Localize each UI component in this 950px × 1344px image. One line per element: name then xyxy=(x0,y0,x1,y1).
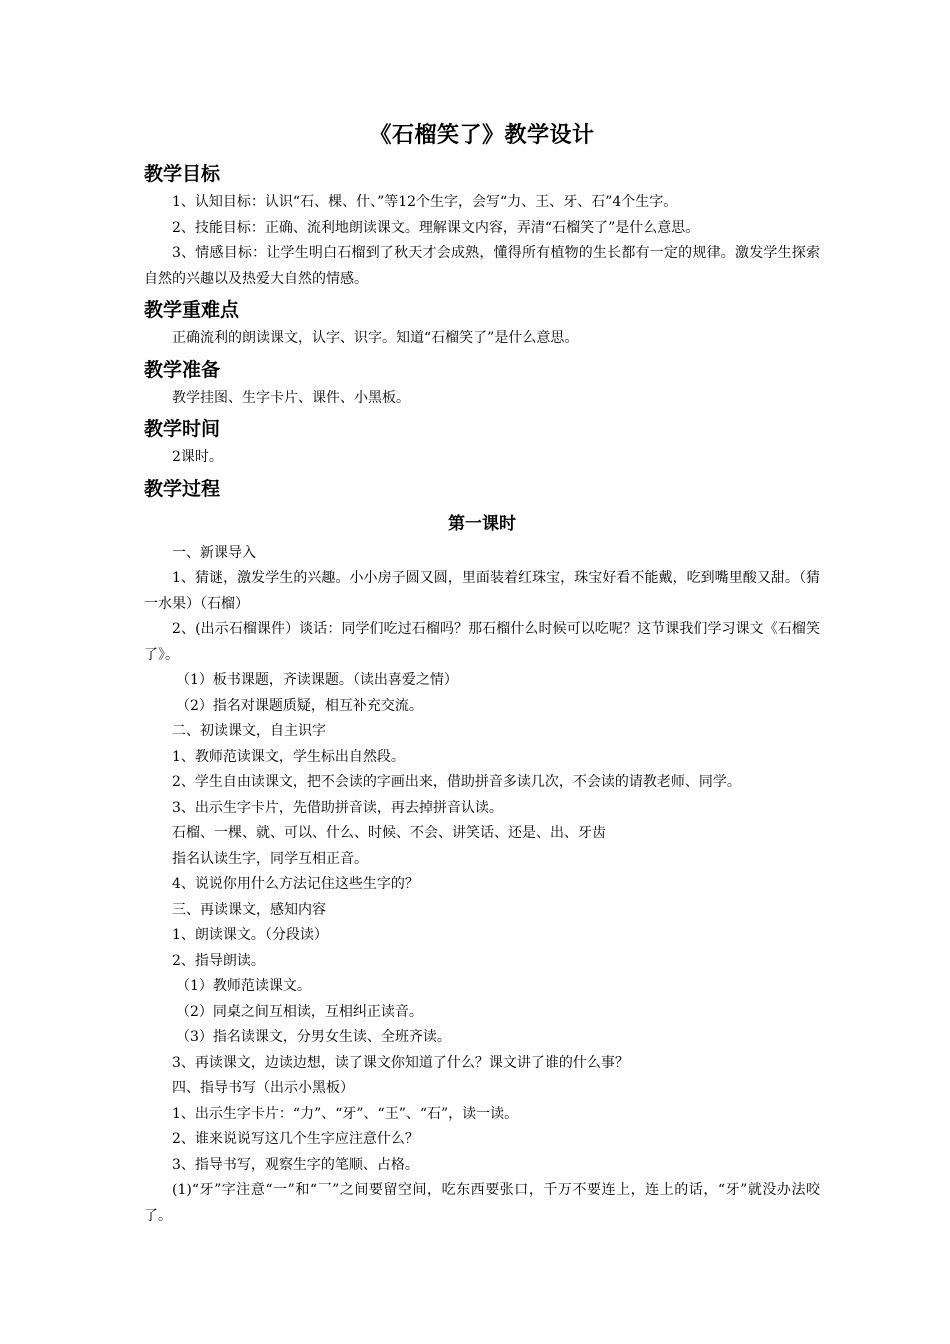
process-line: 2、指导朗读。 xyxy=(172,952,265,969)
process-line: 一、新课导入 xyxy=(172,544,256,561)
process-line: 2、谁来说说写这几个生字应注意什么？ xyxy=(172,1131,419,1147)
section-heading-goals: 教学目标 xyxy=(144,163,221,185)
process-line: 二、初读课文，自主识字 xyxy=(172,723,326,739)
document-page xyxy=(144,120,820,1229)
process-line: 3、指导书写，观察生字的笔顺、占格。 xyxy=(172,1156,419,1173)
process-line: （1）教师范读课文。 xyxy=(176,978,311,994)
section-heading-focus: 教学重难点 xyxy=(144,299,240,321)
process-line: 1、猜谜，激发学生的兴趣。小小房子圆又圆，里面装着红珠宝，珠宝好看不能戴，吃到嘴里酸又甜。（猜一水果）（石榴） xyxy=(144,570,820,612)
goal-item: 1、认知目标：认识“石、棵、什、”等12个生字，会写“力、王、牙、石”4个生字。 xyxy=(172,194,678,210)
process-line: （3）指名读课文，分男女生读、全班齐读。 xyxy=(176,1029,451,1045)
time-text: 2课时。 xyxy=(172,449,223,465)
process-line: （2）同桌之间互相读，互相纠正读音。 xyxy=(176,1003,423,1020)
process-line: 指名认读生字，同学互相正音。 xyxy=(172,850,368,867)
process-line: 1、出示生字卡片：“力”、“牙”、“王”、“石”，读一读。 xyxy=(172,1105,519,1122)
process-line: （1）板书课题，齐读课题。（读出喜爱之情） xyxy=(176,672,458,688)
process-line: 石榴、一棵、就、可以、什么、时候、不会、讲笑话、还是、出、牙齿 xyxy=(172,825,606,841)
section-heading-time: 教学时间 xyxy=(144,418,221,440)
process-line: 3、再读课文，边读边想，读了课文你知道了什么？课文讲了谁的什么事？ xyxy=(172,1054,629,1071)
process-line: 1、教师范读课文，学生标出自然段。 xyxy=(172,748,405,765)
goal-item: 3、情感目标：让学生明白石榴到了秋天才会成熟，懂得所有植物的生长都有一定的规律。激发学生探索自然的兴趣以及热爱大自然的情感。 xyxy=(144,245,820,287)
process-line: 四、指导书写（出示小黑板） xyxy=(172,1080,354,1096)
process-line: 2、学生自由读课文，把不会读的字画出来，借助拼音多读几次，不会读的请教老师、同学。 xyxy=(172,774,741,790)
process-line: 1、朗读课文。（分段读） xyxy=(172,927,328,943)
process-line: （2）指名对课题质疑，相互补充交流。 xyxy=(176,697,423,714)
goal-item: 2、技能目标：正确、流利地朗读课文。理解课文内容，弄清“石榴笑了”是什么意思。 xyxy=(172,219,700,236)
focus-text: 正确流利的朗读课文，认字、识字。知道“石榴笑了”是什么意思。 xyxy=(172,330,579,346)
lesson-title: 第一课时 xyxy=(448,513,516,534)
process-line: 4、说说你用什么方法记住这些生字的？ xyxy=(172,876,419,892)
process-line: 3、出示生字卡片，先借助拼音读，再去掉拼音认读。 xyxy=(172,799,503,816)
section-heading-process: 教学过程 xyxy=(144,477,221,500)
document-title: 《石榴笑了》教学设计 xyxy=(369,123,595,148)
process-line: 三、再读课文，感知内容 xyxy=(172,901,326,918)
process-line: (1)“牙”字注意“一”和“乛”之间要留空间，吃东西要张口，千万不要连上，连上的话，“牙”就没办法咬了。 xyxy=(144,1182,820,1224)
prep-text: 教学挂图、生字卡片、课件、小黑板。 xyxy=(172,389,410,406)
section-heading-prep: 教学准备 xyxy=(144,358,221,381)
process-line: 2、(出示石榴课件）谈话：同学们吃过石榴吗？那石榴什么时候可以吃呢？这节课我们学习课文《石榴笑了》。 xyxy=(144,621,820,663)
